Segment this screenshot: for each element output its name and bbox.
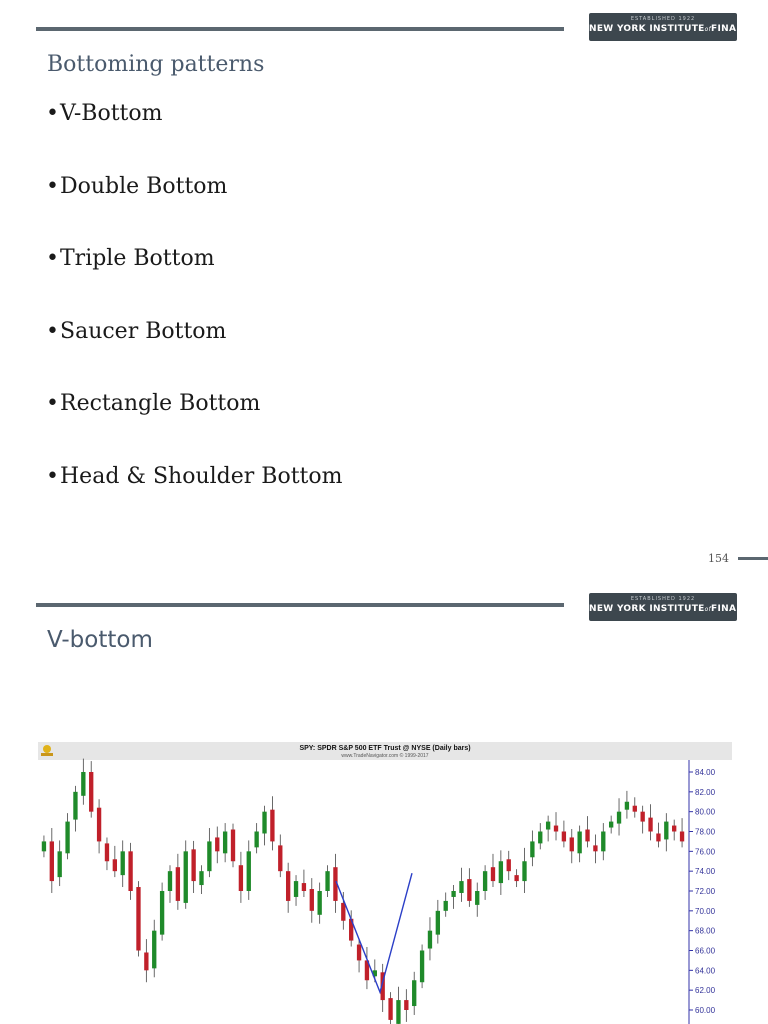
y-tick-label: 66.00: [695, 946, 716, 956]
bullet-list: [46, 99, 342, 534]
header-bar: [36, 603, 564, 607]
candle-up: [451, 891, 455, 897]
candle-down: [562, 832, 566, 842]
bullet-item: •Rectangle Bottom: [46, 391, 261, 416]
header-bar: [36, 27, 564, 31]
slide-title: Bottoming patterns: [47, 52, 265, 77]
candle-down: [641, 812, 645, 822]
slide-title: V-bottom: [47, 627, 153, 653]
page-number: 154: [708, 552, 729, 565]
candle-down: [136, 887, 140, 950]
candle-down: [97, 808, 101, 842]
candle-up: [254, 832, 258, 848]
bullet-item: •Saucer Bottom: [46, 318, 227, 344]
candle-up: [475, 891, 479, 905]
bullet-item: •Triple Bottom: [46, 246, 215, 271]
candle-up: [325, 871, 329, 891]
candle-up: [396, 1000, 400, 1024]
candle-down: [286, 871, 290, 901]
candle-down: [105, 843, 109, 861]
candle-up: [522, 861, 526, 881]
candle-up: [436, 911, 440, 935]
y-tick-label: 72.00: [695, 887, 716, 896]
candle-down: [491, 867, 495, 881]
candle-up: [609, 822, 613, 828]
chart-subtitle: www.TradeNavigator.com © 1999-2017: [341, 753, 429, 759]
bullet-item: •Head & Shoulder Bottom: [46, 463, 343, 489]
chart-background: [38, 742, 732, 1024]
y-tick-label: 80.00: [695, 807, 716, 817]
candle-up: [207, 841, 211, 871]
y-tick-label: 74.00: [695, 867, 716, 877]
candle-up: [65, 822, 69, 854]
nyif-logo: ESTABLISHED 1922 NEW YORK INSTITUTEofFINANCE: [589, 593, 737, 621]
candle-up: [499, 861, 503, 883]
slide-v-bottom: [0, 575, 768, 1024]
candle-up: [459, 881, 463, 893]
candle-down: [570, 837, 574, 851]
candle-down: [404, 1000, 408, 1010]
y-tick-label: 68.00: [695, 926, 716, 936]
candle-up: [73, 792, 77, 820]
candle-up: [530, 841, 534, 857]
candle-up: [577, 832, 581, 854]
candle-down: [514, 875, 518, 881]
candle-up: [199, 871, 203, 885]
candle-up: [444, 901, 448, 911]
candle-down: [215, 837, 219, 851]
candle-up: [617, 812, 621, 824]
candle-down: [656, 833, 660, 841]
candle-down: [507, 859, 511, 871]
candle-up: [58, 851, 62, 877]
candle-up: [294, 881, 298, 897]
candle-down: [341, 903, 345, 921]
candle-down: [239, 865, 243, 891]
candle-down: [633, 806, 637, 812]
candle-up: [42, 841, 46, 851]
y-tick-label: 82.00: [695, 787, 716, 797]
candle-up: [121, 851, 125, 875]
candle-up: [81, 772, 85, 796]
y-tick-label: 84.00: [695, 768, 716, 777]
candle-down: [302, 883, 306, 891]
candle-down: [278, 845, 282, 871]
candle-up: [318, 891, 322, 915]
y-tick-label: 64.00: [695, 966, 716, 976]
candle-down: [467, 879, 471, 901]
candle-up: [184, 851, 188, 903]
chart-title: SPY: SPDR S&P 500 ETF Trust @ NYSE (Daily bars): [299, 745, 471, 752]
candle-up: [483, 871, 487, 891]
y-tick-label: 62.00: [695, 986, 716, 996]
candle-down: [585, 830, 589, 842]
candle-down: [672, 826, 676, 832]
candle-down: [357, 945, 361, 961]
bullet-item: •Double Bottom: [46, 173, 228, 199]
candle-down: [144, 952, 148, 970]
candle-down: [310, 889, 314, 911]
candle-up: [664, 822, 668, 840]
candle-down: [89, 772, 93, 812]
candle-up: [152, 931, 156, 969]
candle-down: [648, 818, 652, 832]
candle-down: [231, 830, 235, 862]
candle-up: [601, 832, 605, 852]
bullet-item: •V-Bottom: [46, 101, 163, 126]
candle-up: [546, 822, 550, 830]
candle-up: [247, 851, 251, 891]
y-tick-label: 76.00: [695, 847, 716, 857]
candle-down: [176, 867, 180, 901]
candle-up: [412, 980, 416, 1006]
candle-up: [428, 931, 432, 949]
y-tick-label: 70.00: [695, 906, 716, 916]
nyif-logo: ESTABLISHED 1922 NEW YORK INSTITUTEofFINANCE: [589, 13, 737, 41]
candle-up: [538, 832, 542, 844]
candle-down: [50, 841, 54, 881]
page-number-rule: [738, 557, 768, 560]
candle-down: [593, 845, 597, 851]
candle-down: [128, 851, 132, 891]
candle-down: [554, 826, 558, 832]
candle-up: [160, 891, 164, 935]
candle-up: [625, 802, 629, 810]
candle-down: [680, 832, 684, 842]
spy-price-chart: [38, 742, 732, 1024]
candle-down: [191, 849, 195, 881]
candle-up: [262, 812, 266, 834]
y-tick-label: 60.00: [695, 1006, 716, 1015]
candle-down: [113, 859, 117, 871]
y-tick-label: 78.00: [695, 827, 716, 837]
candle-up: [168, 871, 172, 891]
candle-down: [270, 810, 274, 842]
candle-down: [388, 998, 392, 1020]
candle-up: [420, 951, 424, 983]
candle-up: [223, 832, 227, 854]
